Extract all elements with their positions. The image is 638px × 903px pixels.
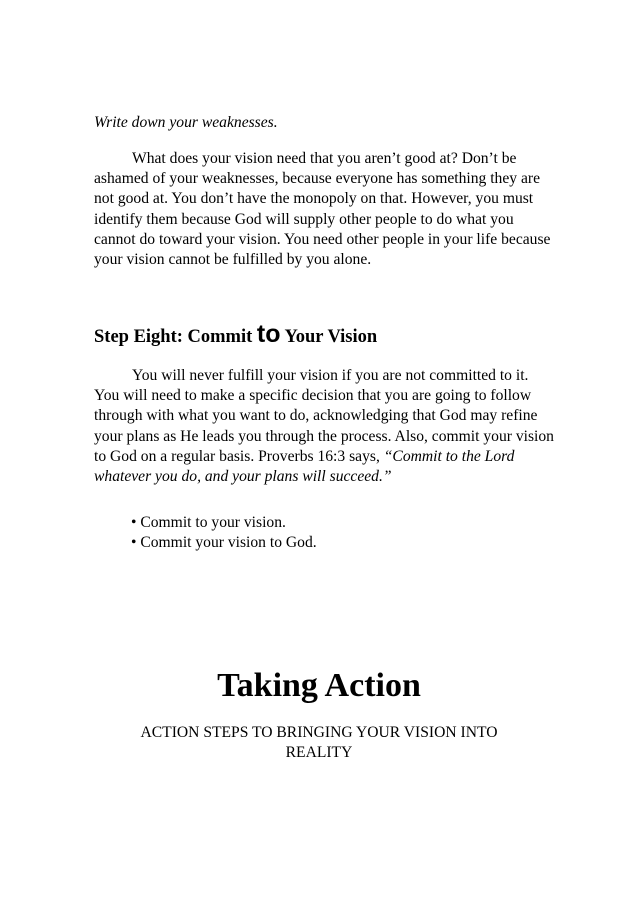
weaknesses-paragraph xyxy=(94,149,554,270)
weaknesses-paragraph-text: What does your vision need that you aren’t good at? Don’t be ashamed of your weaknesses, because everyone has something they are not good at. You don’t have the monopoly on that. However, you must identify them because God will supply other people to do what you cannot do toward your vision. You need other people in your life because your vision cannot be fulfilled by you alone. xyxy=(94,150,551,269)
weaknesses-subheading: Write down your weaknesses. xyxy=(94,114,278,131)
step-heading-part1: Step Eight: Commit xyxy=(94,327,257,347)
commit-bullet-list xyxy=(131,513,317,554)
list-item: • Commit to your vision. xyxy=(131,514,286,531)
section-subtitle: ACTION STEPS TO BRINGING YOUR VISION INTO REALITY xyxy=(140,724,498,762)
section-title: Taking Action xyxy=(217,667,421,704)
step-heading-part3: Your Vision xyxy=(280,327,378,347)
proverbs-quote: “Commit to the Lord whatever you do, and your plans will succeed.” xyxy=(94,447,515,486)
commit-paragraph xyxy=(94,366,554,487)
step-eight-heading xyxy=(94,321,377,350)
step-heading-part2: to xyxy=(256,320,281,348)
commit-paragraph-body xyxy=(94,366,554,487)
commit-paragraph-text: You will never fulfill your vision if you are not committed to it. You will need to make a specific decision that you are going to follow through with what you want to do, acknowledging that God may refine your plans as He leads you through the process. Also, commit your vision to God on a regular basis. Proverbs 16:3 says, xyxy=(94,367,554,465)
list-item: • Commit your vision to God. xyxy=(131,534,317,552)
